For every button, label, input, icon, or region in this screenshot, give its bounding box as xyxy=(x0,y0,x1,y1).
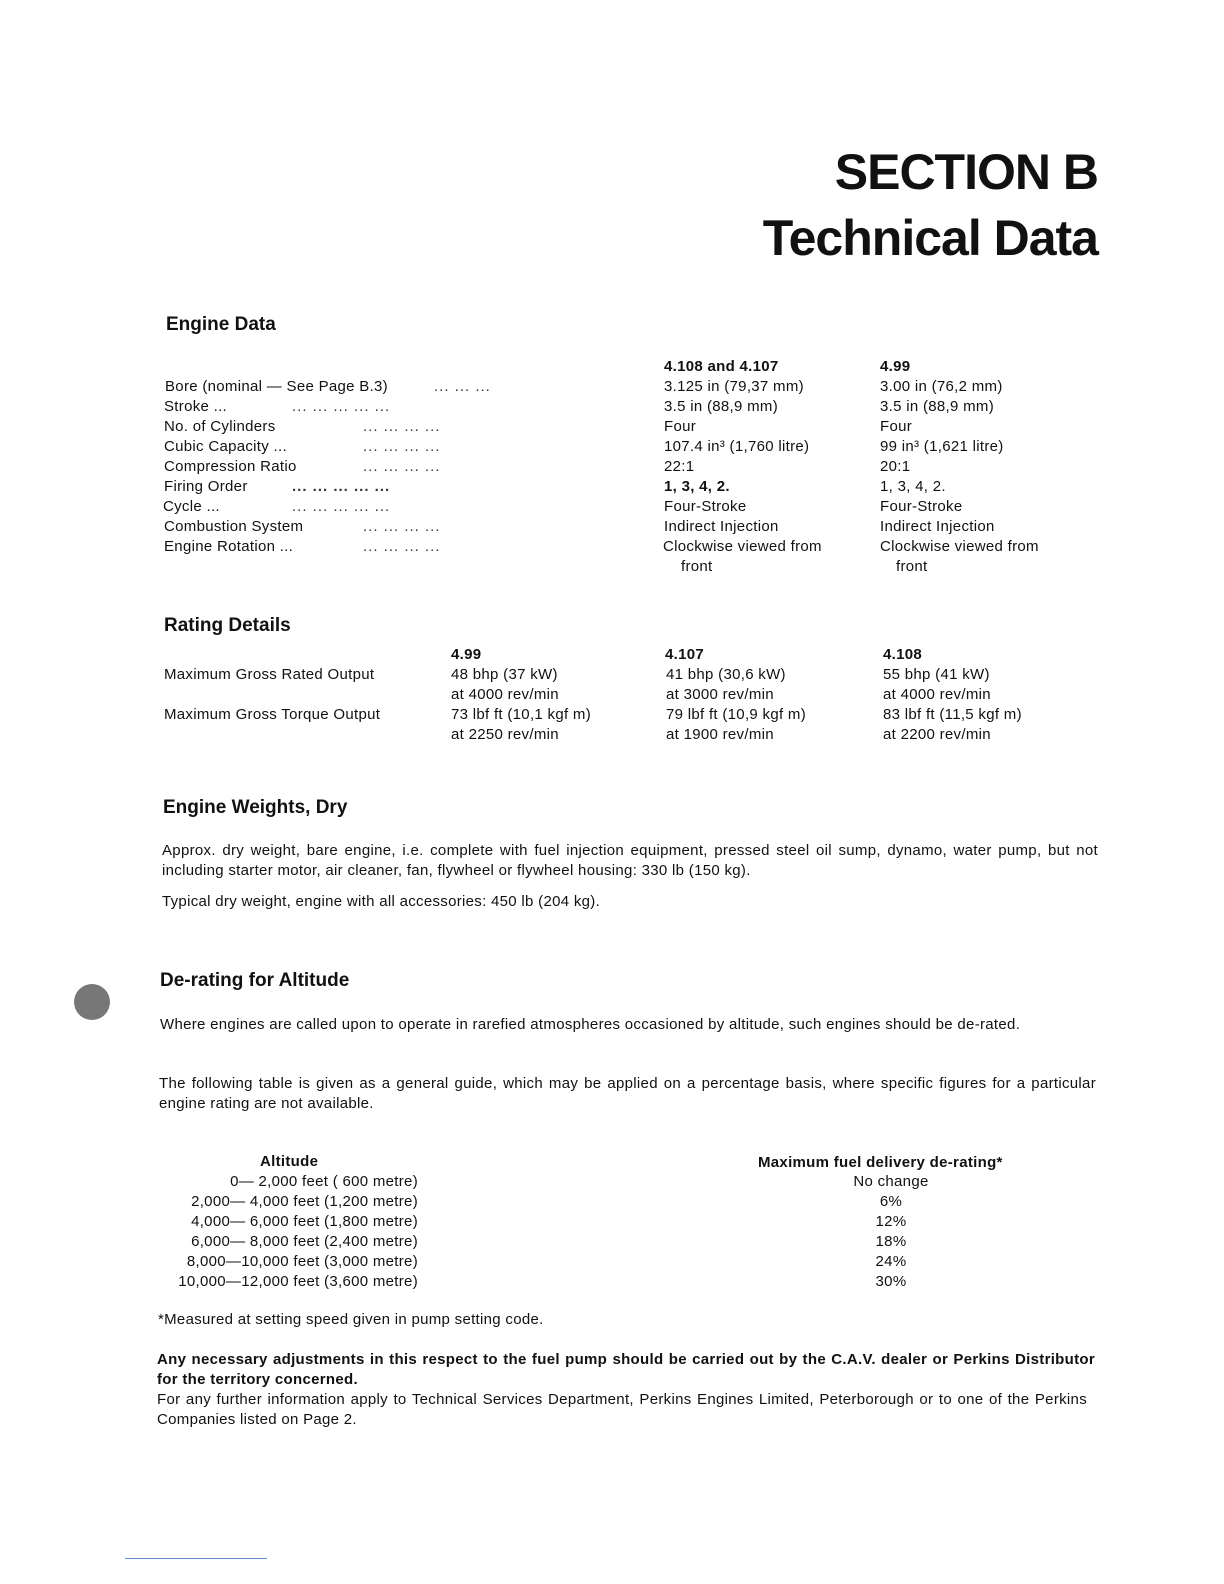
torque-value: 83 lbf ft (11,5 kgf m) xyxy=(883,706,1022,723)
torque-value: 73 lbf ft (10,1 kgf m) xyxy=(451,706,591,723)
fuel-derating-value: 30% xyxy=(875,1273,907,1290)
engine-row-label: No. of Cylinders xyxy=(164,418,276,435)
leader-dots: ... ... ... ... xyxy=(363,538,441,555)
engine-row-value-b: 99 in³ (1,621 litre) xyxy=(880,438,1004,455)
fuel-derating-value: 24% xyxy=(875,1253,907,1270)
altitude-table xyxy=(0,1172,1224,1292)
rating-value: 48 bhp (37 kW) xyxy=(451,666,558,683)
engine-data-table xyxy=(0,377,1224,577)
engine-row xyxy=(0,477,1224,497)
engine-row-value-b: Four xyxy=(880,418,913,435)
engine-row-value-a: Indirect Injection xyxy=(664,518,779,535)
altitude-value: 2,000— 4,000 feet (1,200 metre) xyxy=(191,1193,418,1210)
weights-heading: Engine Weights, Dry xyxy=(163,797,348,818)
engine-row xyxy=(0,497,1224,517)
fuel-derating-value: 18% xyxy=(875,1233,907,1250)
engine-row-value-b: 20:1 xyxy=(880,458,911,475)
leader-dots: ... ... ... xyxy=(434,378,491,395)
weights-typical: Typical dry weight, engine with all accessories: 450 lb (204 kg). xyxy=(162,893,601,910)
torque-value: 79 lbf ft (10,9 kgf m) xyxy=(666,706,806,723)
derating-paragraph-2: The following table is given as a general guide, which may be applied on a percentage basis, where specific figures for a particular engine rating are not available. xyxy=(159,1075,1096,1112)
engine-col-header-b: 4.99 xyxy=(880,358,911,375)
engine-row-value-a: 22:1 xyxy=(664,458,695,475)
rating-col-header: 4.108 xyxy=(883,646,923,663)
altitude-value: 8,000—10,000 feet (3,000 metre) xyxy=(186,1253,418,1270)
altitude-value: 6,000— 8,000 feet (2,400 metre) xyxy=(191,1233,418,1250)
engine-row xyxy=(0,377,1224,397)
engine-data-heading: Engine Data xyxy=(166,314,276,335)
rated-output-label: Maximum Gross Rated Output xyxy=(164,666,375,683)
engine-row-value-a: Clockwise viewed from xyxy=(663,538,822,555)
engine-row xyxy=(0,397,1224,417)
engine-row-value-b: front xyxy=(896,558,928,575)
weights-paragraph: Approx. dry weight, bare engine, i.e. complete with fuel injection equipment, pressed steel oil sump, dynamo, water pump, but not including starter motor, air cleaner, fan, flywheel or flywheel housing: 330 lb (150 kg). xyxy=(162,842,1098,879)
leader-dots: ... ... ... ... ... xyxy=(292,478,391,495)
engine-row xyxy=(0,457,1224,477)
engine-row-value-b: 3.00 in (76,2 mm) xyxy=(880,378,1003,395)
fuel-derating-value: No change xyxy=(853,1173,929,1190)
rating-speed: at 4000 rev/min xyxy=(451,686,559,703)
engine-row-label: Firing Order xyxy=(164,478,248,495)
rating-heading: Rating Details xyxy=(164,615,291,636)
engine-row-value-b: Four-Stroke xyxy=(880,498,963,515)
engine-row xyxy=(0,437,1224,457)
page-title: Technical Data xyxy=(762,210,1098,266)
engine-row-label: Cubic Capacity ... xyxy=(164,438,287,455)
engine-row-value-a: Four xyxy=(664,418,697,435)
derating-heading: De-rating for Altitude xyxy=(160,970,350,991)
torque-output-label: Maximum Gross Torque Output xyxy=(164,706,381,723)
leader-dots: ... ... ... ... xyxy=(363,518,441,535)
engine-row-value-a: 1, 3, 4, 2. xyxy=(664,478,730,495)
fuel-derating-value: 12% xyxy=(875,1213,907,1230)
engine-row-value-a: 3.125 in (79,37 mm) xyxy=(664,378,804,395)
engine-row-value-b: 1, 3, 4, 2. xyxy=(880,478,946,495)
engine-col-header-a: 4.108 and 4.107 xyxy=(664,358,779,375)
engine-row-label: Combustion System xyxy=(164,518,304,535)
engine-row xyxy=(0,517,1224,537)
leader-dots: ... ... ... ... xyxy=(363,418,441,435)
leader-dots: ... ... ... ... xyxy=(363,458,441,475)
engine-row-continuation xyxy=(0,557,1224,577)
rating-value: 55 bhp (41 kW) xyxy=(883,666,990,683)
further-info: For any further information apply to Technical Services Department, Perkins Engines Limited, Peterborough or to one of the Perkins Companies listed on Page 2. xyxy=(157,1391,1087,1428)
rating-col-header: 4.99 xyxy=(451,646,482,663)
engine-row-value-b: 3.5 in (88,9 mm) xyxy=(880,398,995,415)
adjustment-note: Any necessary adjustments in this respect to the fuel pump should be carried out by the C.A.V. dealer or Perkins Distributor for the territory concerned. xyxy=(157,1351,1095,1388)
rating-speed: at 3000 rev/min xyxy=(666,686,774,703)
engine-row-value-b: Indirect Injection xyxy=(880,518,995,535)
engine-row-value-a: 107.4 in³ (1,760 litre) xyxy=(664,438,810,455)
engine-row-label: Engine Rotation ... xyxy=(164,538,294,555)
footnote: *Measured at setting speed given in pump setting code. xyxy=(158,1311,544,1328)
engine-row-label: Compression Ratio xyxy=(164,458,297,475)
altitude-value: 10,000—12,000 feet (3,600 metre) xyxy=(178,1273,418,1290)
engine-row xyxy=(0,417,1224,437)
engine-row-value-b: Clockwise viewed from xyxy=(880,538,1039,555)
engine-row-value-a: 3.5 in (88,9 mm) xyxy=(664,398,779,415)
engine-row-value-a: front xyxy=(681,558,713,575)
leader-dots: ... ... ... ... ... xyxy=(292,498,391,515)
punch-hole-mark xyxy=(74,984,110,1020)
leader-dots: ... ... ... ... ... xyxy=(292,398,391,415)
footer-rule xyxy=(125,1558,267,1559)
torque-speed: at 1900 rev/min xyxy=(666,726,774,743)
leader-dots: ... ... ... ... xyxy=(363,438,441,455)
engine-row-value-a: Four-Stroke xyxy=(664,498,747,515)
engine-row-label: Cycle ... xyxy=(163,498,220,515)
engine-row-label: Bore (nominal — See Page B.3) xyxy=(165,378,388,395)
torque-speed: at 2250 rev/min xyxy=(451,726,559,743)
fuel-derating-value: 6% xyxy=(879,1193,903,1210)
altitude-value: 4,000— 6,000 feet (1,800 metre) xyxy=(191,1213,418,1230)
fuel-col-header: Maximum fuel delivery de-rating* xyxy=(758,1154,1003,1171)
section-heading: SECTION B xyxy=(834,144,1098,200)
altitude-col-header: Altitude xyxy=(260,1153,319,1170)
engine-row xyxy=(0,537,1224,557)
engine-row-label: Stroke ... xyxy=(164,398,228,415)
rating-value: 41 bhp (30,6 kW) xyxy=(666,666,786,683)
rating-speed: at 4000 rev/min xyxy=(883,686,991,703)
rating-col-header: 4.107 xyxy=(665,646,705,663)
altitude-value: 0— 2,000 feet ( 600 metre) xyxy=(230,1173,418,1190)
derating-paragraph-1: Where engines are called upon to operate in rarefied atmospheres occasioned by altitude, such engines should be de-rated. xyxy=(160,1016,1021,1033)
torque-speed: at 2200 rev/min xyxy=(883,726,991,743)
